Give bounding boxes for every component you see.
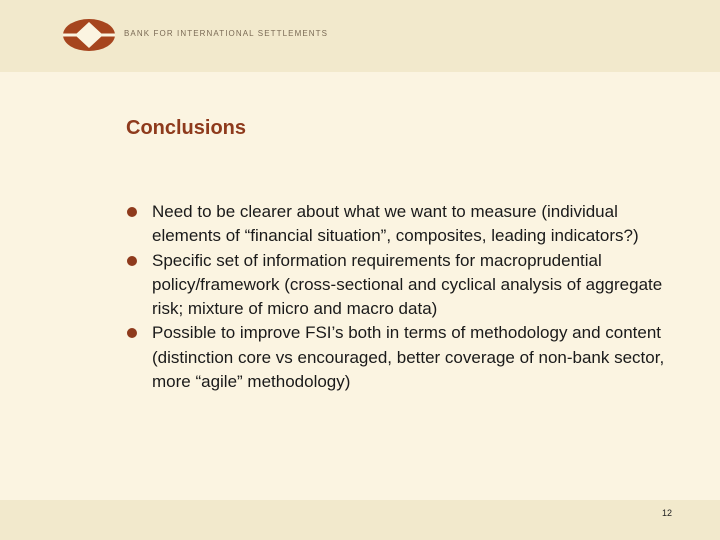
bullet-dot-icon [127,256,137,266]
slide-title: Conclusions [126,117,247,139]
bullet-item [126,200,666,249]
bullet-dot-icon [127,328,137,338]
organization-name: BANK FOR INTERNATIONAL SETTLEMENTS [124,29,329,38]
bullet-text: Need to be clearer about what we want to measure (individual elements of “financial situation”, composites, leading indicators?) [152,202,639,246]
footer-band [0,500,720,540]
bullet-item [126,321,666,394]
page-number: 12 [662,508,673,518]
bullet-text: Possible to improve FSI’s both in terms of methodology and content (distinction core vs encouraged, better coverage of non-bank sector, more “agile” methodology) [152,323,665,392]
bullet-list [126,200,666,394]
bis-logo-icon [62,17,116,53]
header-band [0,0,720,72]
bullet-text: Specific set of information requirements for macroprudential policy/framework (cross-sectional and cyclical analysis of aggregate risk; mixture of micro and macro data) [152,250,663,319]
bullet-item [126,249,666,322]
bullet-dot-icon [127,207,137,217]
